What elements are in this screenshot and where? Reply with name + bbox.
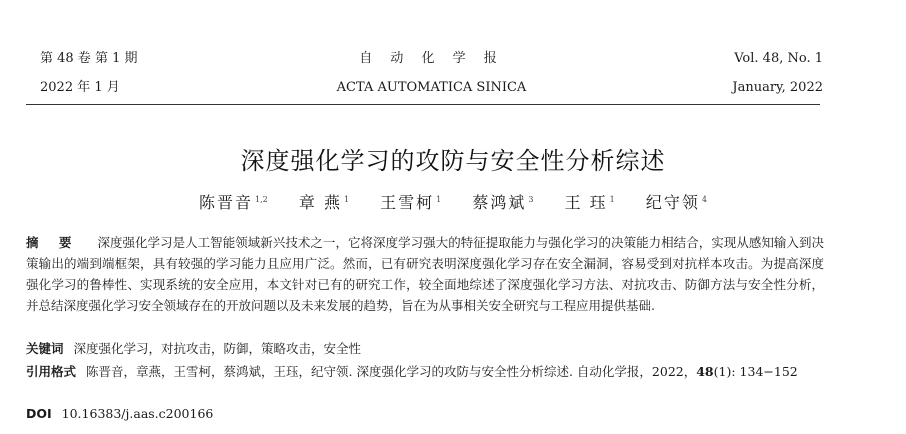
keywords-text: 深度强化学习，对抗攻击，防御，策略攻击，安全性 xyxy=(73,341,362,356)
header-divider xyxy=(26,104,820,105)
citation-format xyxy=(26,361,824,382)
doi-label: DOI xyxy=(26,406,52,421)
paper-title: 深度强化学习的攻防与安全性分析综述 xyxy=(240,147,666,175)
volume-issue-en: Vol. 48, No. 1 xyxy=(734,51,823,66)
author-list xyxy=(0,190,906,213)
journal-name xyxy=(40,44,823,102)
doi-value[interactable]: 10.16383/j.aas.c200166 xyxy=(61,406,214,421)
citation-pages: (1): 134−152 xyxy=(713,364,798,379)
abstract-label: 摘 要 xyxy=(26,235,80,250)
citation-volume: 48 xyxy=(696,364,714,379)
journal-name-en: ACTA AUTOMATICA SINICA xyxy=(336,80,527,95)
affiliation-mark: 1,2 xyxy=(255,194,268,204)
affiliation-mark: 1 xyxy=(609,194,615,204)
affiliation-mark: 1 xyxy=(343,194,350,204)
affiliation-mark: 4 xyxy=(701,194,707,204)
author: 王 珏 $^1$ xyxy=(564,193,615,212)
date-cn: 2022 年 1 月 xyxy=(40,80,120,95)
citation-text: 陈晋音，章燕，王雪柯，蔡鸿斌，王珏，纪守领. 深度强化学习的攻防与安全性分析综述. 自动化学报，2022， xyxy=(86,364,697,379)
abstract-text: 深度强化学习是人工智能领域新兴技术之一，它将深度学习强大的特征提取能力与强化学习的决策能力相结合，实现从感知输入到决策输出的端到端框架，具有较强的学习能力且应用广泛。然而，已有研究表明深度强化学习存在安全漏洞，容易受到对抗样本攻击。为提高深度强化学习的鲁棒性、实现系统的安全应用，本文针对已有的研究工作，较全面地综述了深度强化学习方法、对抗攻击、防御方法与安全性分析，并总结深度强化学习安全领域存在的开放问题以及未来发展的趋势，旨在为从事相关安全研究与工程应用提供基础. xyxy=(26,235,824,313)
author: 王雪柯 $^1$ xyxy=(380,193,442,212)
author: 纪守领 $^4$ xyxy=(645,193,707,212)
journal-header xyxy=(40,44,823,102)
author: 章 燕 $^1$ xyxy=(298,193,350,212)
citation-label: 引用格式 xyxy=(26,364,77,379)
volume-issue-cn: 第 48 卷 第 1 期 xyxy=(40,51,138,66)
abstract xyxy=(26,232,824,316)
author: 陈晋音 $^{1,2}$ xyxy=(199,193,268,212)
affiliation-mark: 3 xyxy=(528,194,534,204)
date-en: January, 2022 xyxy=(732,80,823,95)
keywords xyxy=(26,338,824,359)
author: 蔡鸿斌 $^3$ xyxy=(472,193,534,212)
journal-name-cn: 自 动 化 学 报 xyxy=(359,51,504,66)
keywords-label: 关键词 xyxy=(26,341,64,356)
doi xyxy=(26,403,824,424)
affiliation-mark: 1 xyxy=(436,194,442,204)
issue-info-en xyxy=(732,44,823,102)
